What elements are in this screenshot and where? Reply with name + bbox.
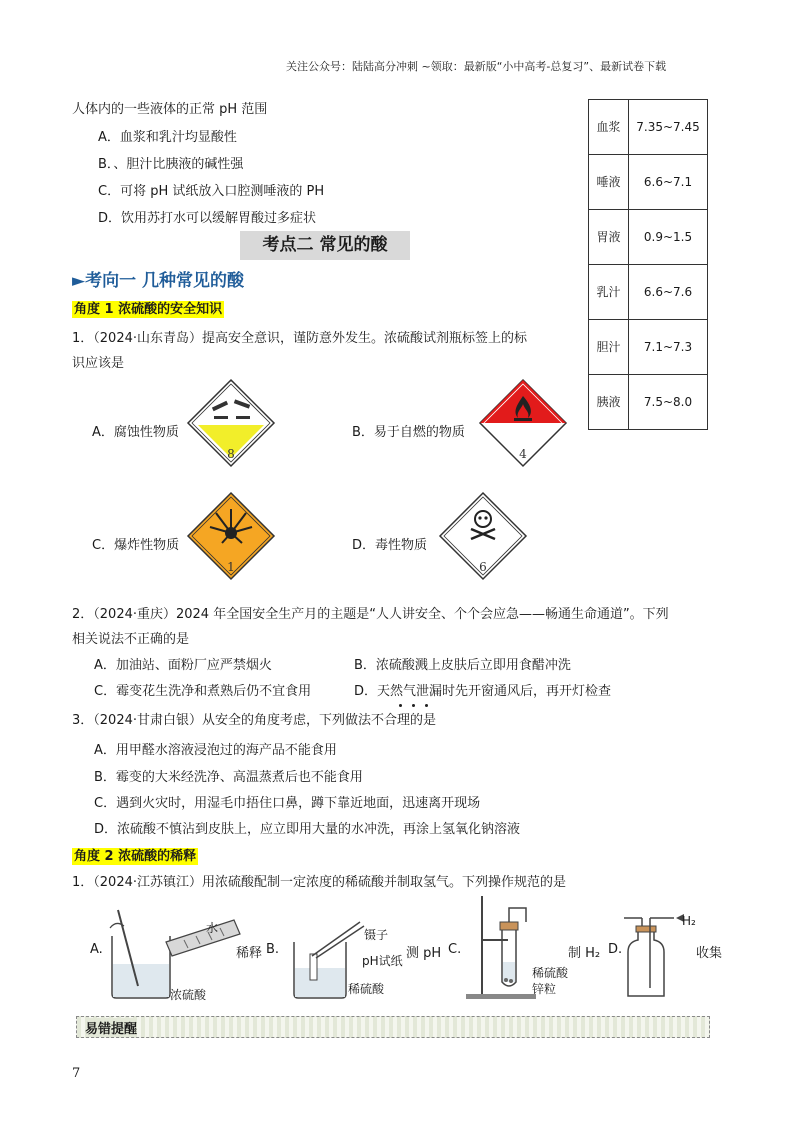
table-cell-name: 胰液 (589, 375, 629, 430)
ph-intro: 人体内的一些液体的正常 pH 范围 (72, 102, 268, 117)
direction-heading: ►考向一 几种常见的酸 (72, 271, 244, 291)
table-row (589, 320, 708, 375)
q4-stem: 1．（2024·江苏镇江）用浓硫酸配制一定浓度的稀硫酸并制取氢气。下列操作规范的是 (72, 875, 566, 890)
table-cell-value: 6.6~7.1 (629, 155, 708, 210)
explosive-sign-icon (186, 491, 276, 581)
toxic-sign-icon (438, 491, 528, 581)
ph-option-b: B．、胆汁比胰液的碱性强 (98, 157, 244, 172)
emphasis-dot (399, 704, 402, 707)
error-prone-callout (76, 1016, 710, 1038)
q2-stem-line2: 相关说法不正确的是 (72, 632, 190, 647)
dilution-water-label: 水 (206, 921, 219, 935)
table-cell-name: 乳汁 (589, 265, 629, 320)
table-cell-value: 7.35~7.45 (629, 100, 708, 155)
q4-option-a-action: 稀释 (236, 946, 263, 961)
q4-option-d-letter: D. (608, 942, 623, 957)
section-title: 考点二 常见的酸 (240, 231, 410, 260)
table-row (589, 265, 708, 320)
zinc-label: 锌粒 (532, 982, 557, 996)
table-cell-value: 6.6~7.6 (629, 265, 708, 320)
q4-option-a-letter: A. (90, 942, 103, 957)
ph-range-table (588, 99, 708, 430)
tweezers-label: 镊子 (364, 928, 389, 942)
hydrogen-label: H₂ (682, 914, 696, 928)
q2-option-c: C．霉变花生洗净和煮熟后仍不宜食用 (94, 684, 312, 699)
table-cell-value: 7.1~7.3 (629, 320, 708, 375)
emphasis-dot (425, 704, 428, 707)
table-row (589, 155, 708, 210)
ph-option-a: A．血浆和乳汁均显酸性 (98, 130, 237, 145)
table-cell-value: 0.9~1.5 (629, 210, 708, 265)
flammable-sign-icon (478, 378, 568, 468)
corrosive-sign-icon (186, 378, 276, 468)
q2-option-d: D．天然气泄漏时先开窗通风后，再开灯检查 (354, 684, 612, 699)
q4-option-c-letter: C. (448, 942, 462, 957)
q2-option-b: B．浓硫酸溅上皮肤后立即用食醋冲洗 (354, 658, 571, 673)
ph-option-c: C．可将 pH 试纸放入口腔测唾液的 PH (98, 184, 325, 199)
q1-option-a-label: A．腐蚀性物质 (92, 425, 179, 440)
dilute-acid-label-c: 稀硫酸 (532, 966, 569, 980)
emphasis-dot (412, 704, 415, 707)
table-cell-name: 胃液 (589, 210, 629, 265)
q3-option-d: D．浓硫酸不慎沾到皮肤上，应立即用大量的水冲洗，再涂上氢氧化钠溶液 (94, 822, 521, 837)
table-cell-name: 胆汁 (589, 320, 629, 375)
table-row (589, 375, 708, 430)
page-header: 关注公众号：陆陆高分冲刺 ~领取：最新版“小中高考-总复习”、最新试卷下载 (286, 60, 667, 73)
angle-2-heading: 角度 2 浓硫酸的稀释 (74, 849, 197, 864)
ph-paper-label: pH试纸 (362, 954, 403, 968)
table-cell-name: 血浆 (589, 100, 629, 155)
page-number: 7 (72, 1066, 81, 1081)
q1-stem-line2: 识应该是 (72, 356, 125, 371)
q4-option-b-action: 测 pH (406, 946, 442, 961)
q3-option-a: A．用甲醛水溶液浸泡过的海产品不能食用 (94, 743, 337, 758)
table-row (589, 100, 708, 155)
q1-option-b-label: B．易于自燃的物质 (352, 425, 465, 440)
ph-option-d: D．饮用苏打水可以缓解胃酸过多症状 (98, 211, 317, 226)
corrosive-sign-number: 8 (227, 447, 235, 461)
q3-option-b: B．霉变的大米经洗净、高温蒸煮后也不能食用 (94, 770, 363, 785)
q3-stem: 3．（2024·甘肃白银）从安全的角度考虑，下列做法不合理的是 (72, 713, 436, 728)
table-cell-value: 7.5~8.0 (629, 375, 708, 430)
q3-option-c: C．遇到火灾时，用湿毛巾捂住口鼻，蹲下靠近地面，迅速离开现场 (94, 796, 481, 811)
q4-option-b-letter: B. (266, 942, 280, 957)
q4-option-c-action: 制 H₂ (568, 946, 601, 961)
callout-title: 易错提醒 (85, 1018, 137, 1037)
table-row (589, 210, 708, 265)
explosive-sign-number: 1 (227, 560, 235, 574)
q1-option-c-label: C．爆炸性物质 (92, 538, 180, 553)
table-cell-name: 唾液 (589, 155, 629, 210)
angle-1-heading: 角度 1 浓硫酸的安全知识 (74, 302, 223, 317)
q4-option-d-action: 收集 (696, 946, 723, 961)
dilution-acid-label: 浓硫酸 (170, 988, 207, 1002)
q2-stem-line1: 2．（2024·重庆）2024 年全国安全生产月的主题是“人人讲安全、个个会应急——畅通生命通道”。下列 (72, 607, 669, 622)
q1-stem-line1: 1．（2024·山东青岛）提高安全意识，谨防意外发生。浓硫酸试剂瓶标签上的标 (72, 331, 527, 346)
q2-option-a: A．加油站、面粉厂应严禁烟火 (94, 658, 272, 673)
q1-option-d-label: D．毒性物质 (352, 538, 428, 553)
dilute-acid-label-b: 稀硫酸 (348, 982, 385, 996)
toxic-sign-number: 6 (479, 560, 487, 574)
flammable-sign-number: 4 (519, 447, 527, 461)
